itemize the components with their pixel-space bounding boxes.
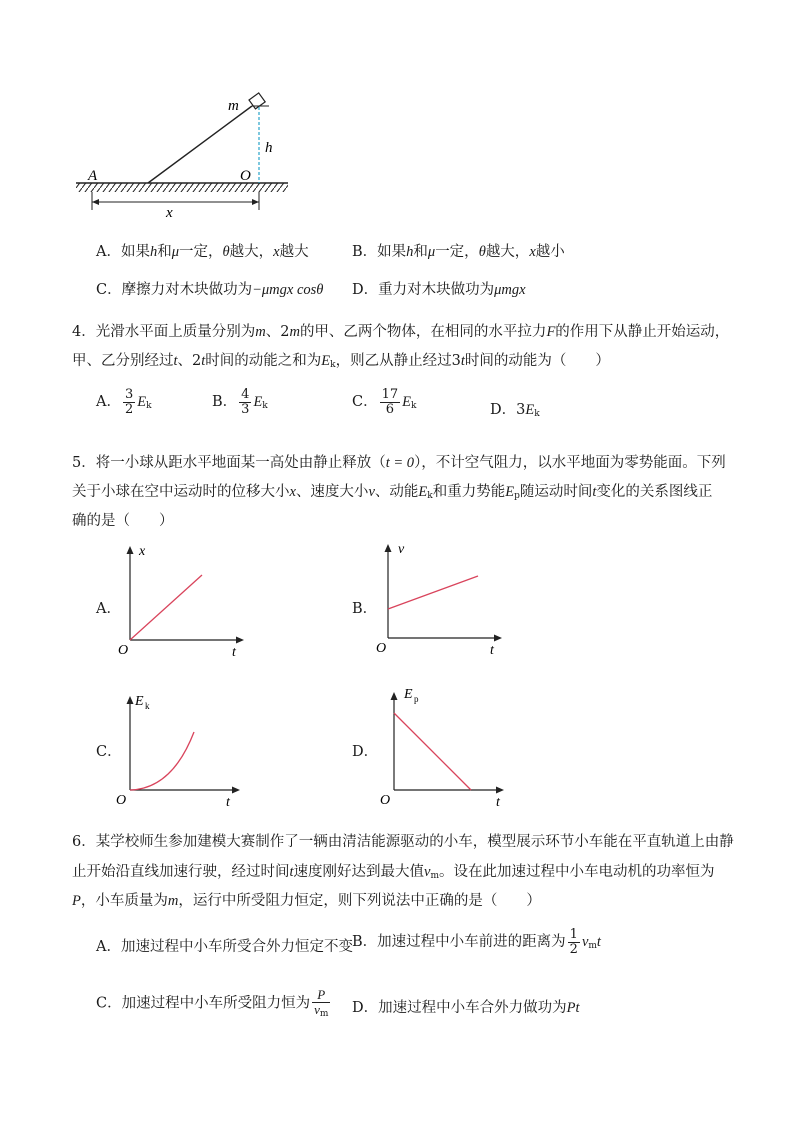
q4-option-c[interactable]: C． $\frac{17}{6}$ $E_k$: [352, 387, 417, 417]
graph-d-y-sub: p: [414, 694, 419, 704]
graph-c-t-label: t: [226, 795, 230, 810]
incline-diagram: [70, 92, 310, 222]
graph-a-t-label: t: [232, 645, 236, 660]
graph-c-curve: [130, 732, 194, 790]
q5-stem-line1: 5．将一小球从距水平地面某一高处由静止释放（t = 0），不计空气阻力，以水平地面为零势能面。下列: [72, 455, 726, 471]
q6-stem-line1: 6．某学校师生参加建模大赛制作了一辆由清洁能源驱动的小车，模型展示环节小车能在平直轨道上由静: [72, 834, 734, 850]
label-x: x: [166, 205, 173, 221]
q5-stem-line2: 关于小球在空中运动时的位移大小x、速度大小v、动能$E_k$和重力势能$E_p$随运动时间t变化的关系图线正: [72, 484, 713, 501]
q5-option-a-label[interactable]: A．: [96, 601, 121, 617]
q6-option-b[interactable]: B．加速过程中小车前进的距离为 $\frac{1}{2}$ $v_mt$: [352, 927, 601, 957]
q5-stem-line3: 确的是（ ）: [72, 513, 174, 529]
graph-a-y-label: x: [139, 544, 146, 559]
graph-b-t-label: t: [490, 643, 494, 658]
graph-a-curve: [130, 575, 202, 640]
q6-stem-line2: 止开始沿直线加速行驶，经过时间t速度刚好达到最大值$v_m$。设在此加速过程中小车电动机的功率恒为: [72, 864, 715, 881]
label-A: A: [88, 168, 98, 184]
label-O: O: [240, 168, 251, 184]
graph-b-origin: O: [376, 641, 387, 656]
q5-graph-b: [368, 538, 508, 658]
q5-option-b-label[interactable]: B．: [352, 601, 378, 617]
graph-d-origin: O: [380, 793, 391, 808]
graph-d-t-label: t: [496, 795, 500, 810]
q5-option-c-label[interactable]: C．: [96, 744, 122, 760]
q3-option-d[interactable]: D．重力对木块做功为μmgx: [352, 282, 526, 298]
graph-c-y-label: E: [135, 694, 144, 709]
graph-a-origin: O: [118, 643, 129, 658]
graph-c-origin: O: [116, 793, 127, 808]
q6-stem-line3: P，小车质量为m，运行中所受阻力恒定，则下列说法中正确的是（ ）: [72, 893, 541, 909]
label-h: h: [265, 140, 273, 156]
q4-option-a[interactable]: A． $\frac{3}{2}$ $E_k$: [96, 387, 152, 417]
graph-c-y-sub: k: [145, 701, 150, 711]
q3-option-b[interactable]: B．如果h和μ一定，θ越大，x越小: [352, 244, 565, 260]
q4-option-b[interactable]: B． $\frac{4}{3}$ $E_k$: [212, 387, 268, 417]
x-arrow-right: [252, 199, 259, 205]
q6-option-c[interactable]: C．加速过程中小车所受阻力恒为 $\frac{P}{v_m}$: [96, 987, 329, 1019]
label-m: m: [228, 98, 239, 114]
graph-d-curve: [394, 713, 471, 790]
q3-option-a[interactable]: A．如果h和μ一定，θ越大，x越大: [96, 244, 309, 260]
q4-stem-line2: 甲、乙分别经过t、2t时间的动能之和为$E_k$，则乙从静止经过3t时间的动能为（ ）: [72, 353, 610, 370]
graph-b-y-label: v: [398, 542, 405, 557]
q3-option-c[interactable]: C．摩擦力对木块做功为−μmgx cosθ: [96, 282, 324, 298]
graph-d-y-label: E: [404, 687, 413, 702]
q5-graph-a: [110, 540, 250, 660]
q5-graph-d: [374, 686, 514, 810]
graph-b-curve: [388, 576, 478, 609]
ground-hatch: [76, 183, 288, 192]
q5-graph-c: [110, 690, 250, 810]
q6-option-d[interactable]: D．加速过程中小车合外力做功为Pt: [352, 1000, 580, 1016]
q4-stem-line1: 4．光滑水平面上质量分别为m、2m的甲、乙两个物体，在相同的水平拉力F的作用下从静止开始运动，: [72, 324, 730, 340]
q4-option-d[interactable]: D．$3E_k$: [490, 402, 540, 419]
q5-option-d-label[interactable]: D．: [352, 744, 379, 760]
q6-option-a[interactable]: A．加速过程中小车所受合外力恒定不变: [96, 939, 353, 955]
x-arrow-left: [92, 199, 99, 205]
incline-line: [148, 106, 252, 183]
